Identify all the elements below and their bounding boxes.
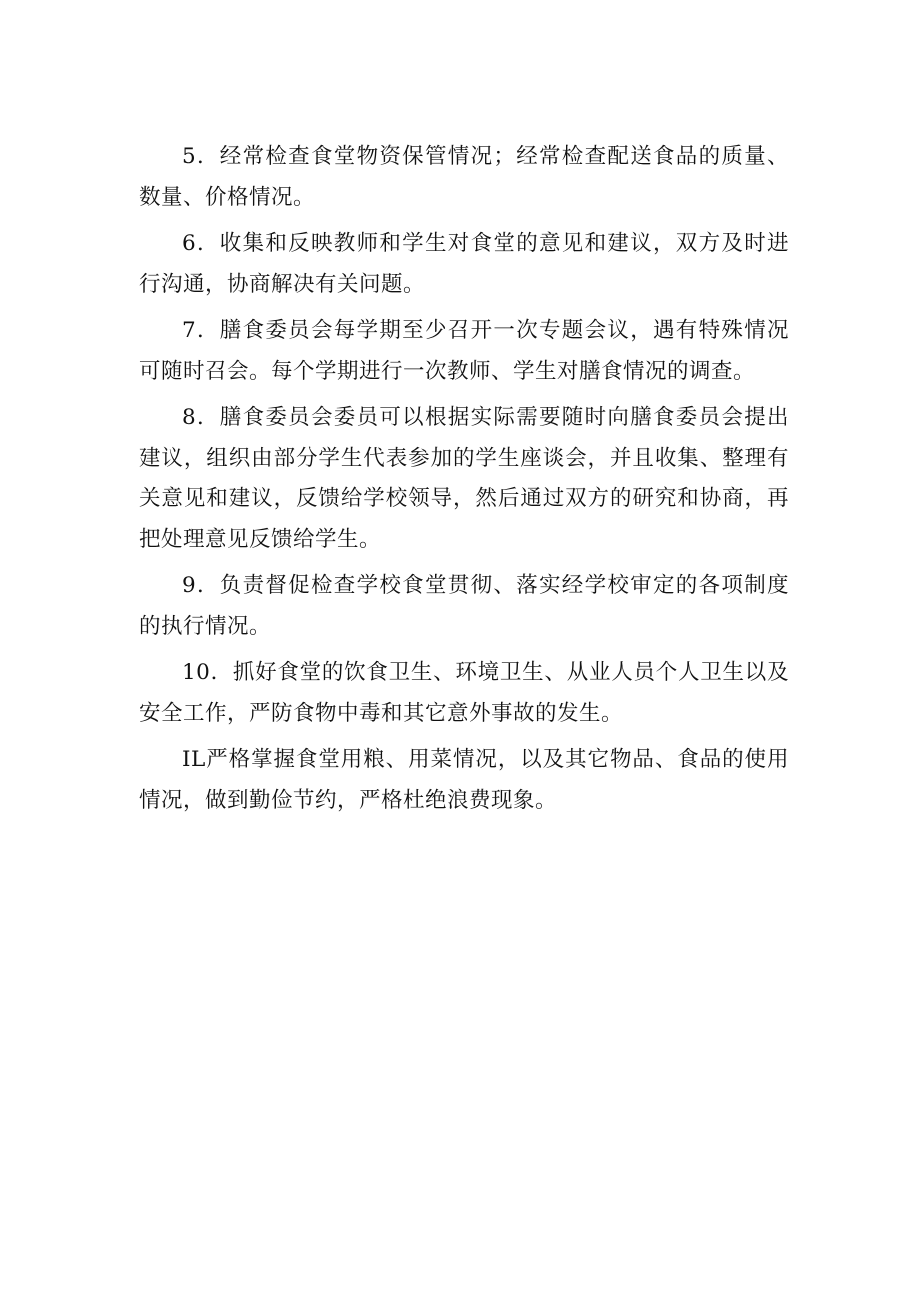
- paragraph-item-5: 5．经常检查食堂物资保管情况；经常检查配送食品的质量、数量、价格情况。: [139, 144, 789, 210]
- paragraph-item-6: 6．收集和反映教师和学生对食堂的意见和建议，双方及时进行沟通，协商解决有关问题。: [139, 231, 789, 297]
- paragraph-item-8: 8．膳食委员会委员可以根据实际需要随时向膳食委员会提出建议，组织由部分学生代表参加的学生座谈会，并且收集、整理有关意见和建议，反馈给学校领导，然后通过双方的研究和协商，再把处理意见反馈给学生。: [139, 405, 789, 552]
- paragraph-item-9: 9．负责督促检查学校食堂贯彻、落实经学校审定的各项制度的执行情况。: [139, 573, 789, 639]
- paragraph-item-11: IL严格掌握食堂用粮、用菜情况，以及其它物品、食品的使用情况，做到勤俭节约，严格杜绝浪费现象。: [139, 747, 789, 813]
- paragraph-item-10: 10．抓好食堂的饮食卫生、环境卫生、从业人员个人卫生以及安全工作，严防食物中毒和其它意外事故的发生。: [139, 660, 789, 726]
- document-body: [139, 137, 789, 827]
- paragraph-item-7: 7．膳食委员会每学期至少召开一次专题会议，遇有特殊情况可随时召会。每个学期进行一次教师、学生对膳食情况的调查。: [139, 318, 789, 384]
